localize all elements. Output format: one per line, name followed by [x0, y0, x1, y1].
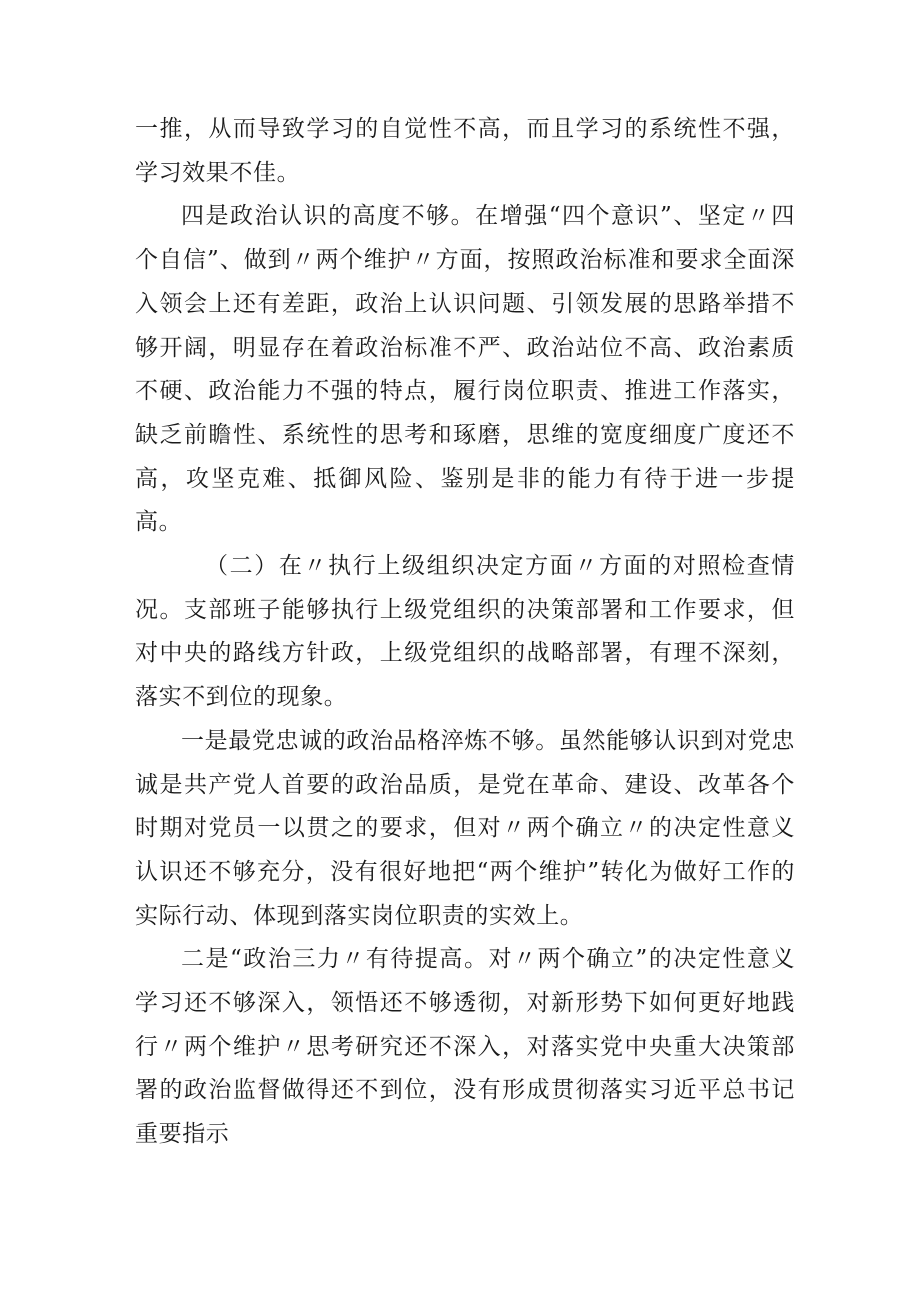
paragraph-loyalty: 一是最党忠诚的政治品格淬炼不够。虽然能够认识到对党忠诚是共产党人首要的政治品质，是党在革命、建设、改革各个时期对党员一以贯之的要求，但对〃两个确立〃的决定性意义认识还不够充分，没有很好地把“两个维护”转化为做好工作的实际行动、体现到落实岗位职责的实效上。 — [135, 727, 795, 929]
document-body — [135, 108, 795, 1157]
paragraph-political-awareness: 四是政治认识的高度不够。在增强“四个意识”、坚定〃四个自信”、做到〃两个维护〃方面，按照政治标准和要求全面深入领会上还有差距，政治上认识问题、引领发展的思路举措不够开阔，明显存在着政治标准不严、政治站位不高、政治素质不硬、政治能力不强的特点，履行岗位职责、推进工作落实，缺乏前瞻性、系统性的思考和琢磨，思维的宽度细度广度还不高，攻坚克难、抵御风险、鉴别是非的能力有待于进一步提高。 — [135, 203, 795, 536]
section-heading-execution: （二）在〃执行上级组织决定方面〃方面的对照检查情况。支部班子能够执行上级党组织的决策部署和工作要求，但对中央的路线方针政，上级党组织的战略部署，有理不深刻，落实不到位的现象。 — [135, 553, 795, 711]
paragraph-political-abilities: 二是“政治三力〃有待提高。对〃两个确立”的决定性意义学习还不够深入，领悟还不够透彻，对新形势下如何更好地践行〃两个维护〃思考研究还不深入，对落实党中央重大决策部署的政治监督做得还不到位，没有形成贯彻落实习近平总书记重要指示 — [135, 946, 795, 1148]
paragraph-continuation: 一推，从而导致学习的自觉性不高，而且学习的系统性不强，学习效果不佳。 — [135, 116, 795, 186]
